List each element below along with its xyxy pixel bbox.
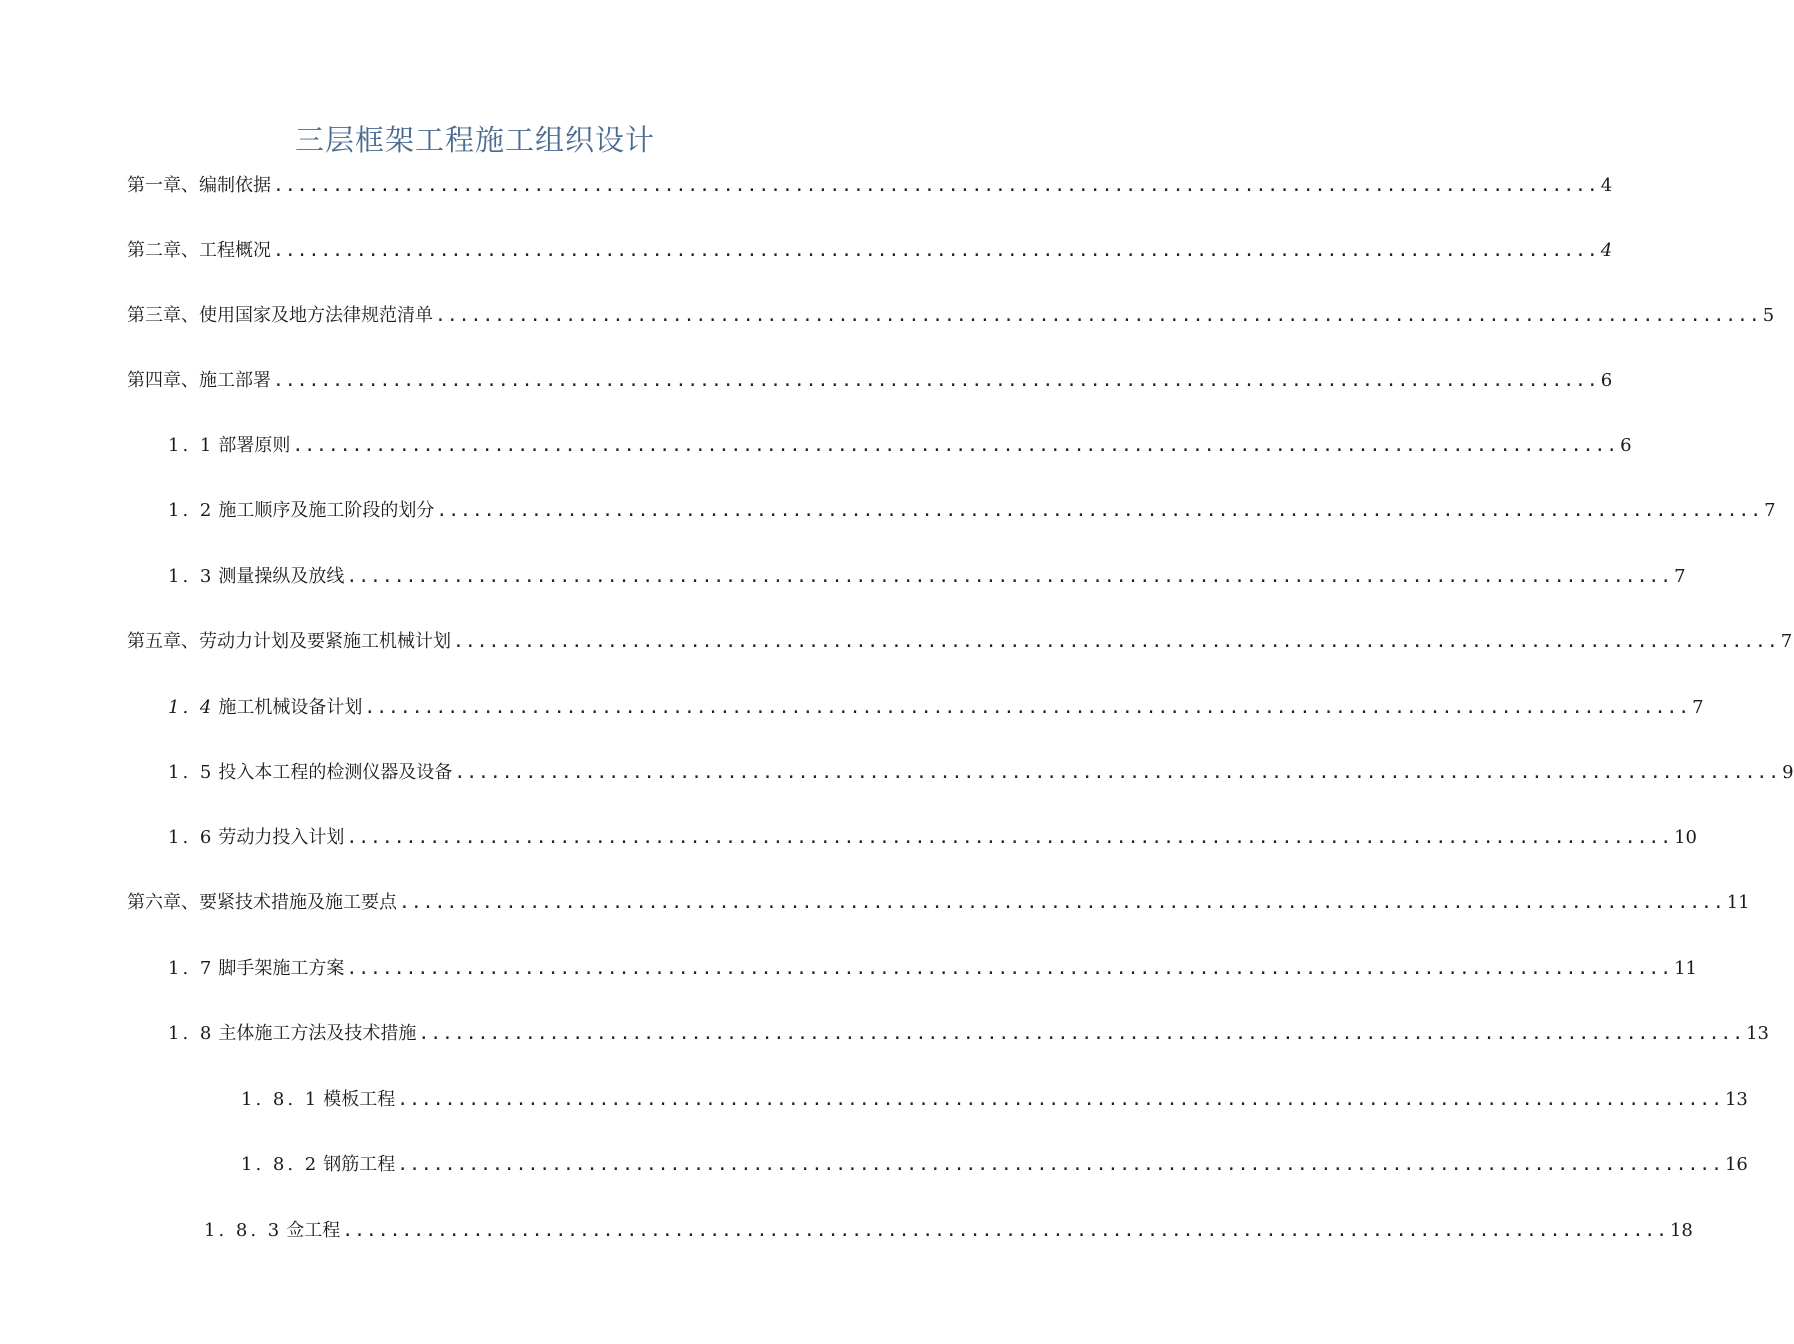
toc-entry[interactable] [204, 1218, 1693, 1244]
toc-text: 第一章、编制依据 [127, 175, 271, 196]
document-title: 三层框架工程施工组织设计 [294, 123, 655, 157]
toc-entry[interactable] [127, 303, 1775, 329]
toc-number: 1. 5 [168, 762, 215, 783]
toc-text: 投入本工程的检测仪器及设备 [218, 762, 453, 783]
toc-entry[interactable] [168, 825, 1697, 851]
toc-page: 7 [1780, 631, 1793, 652]
toc-entry[interactable] [168, 564, 1686, 590]
toc-entry[interactable] [127, 238, 1613, 264]
dot-leader: ................................................................................................................ [418, 1023, 1745, 1044]
toc-page: 13 [1746, 1023, 1769, 1044]
toc-text: 施工机械设备计划 [218, 697, 363, 718]
dot-leader: ................................................................................................................ [397, 1089, 1723, 1110]
toc-text: 第四章、施工部署 [127, 370, 271, 391]
dot-leader: ................................................................................................................ [292, 435, 1619, 456]
toc-text: 第五章、劳动力计划及要紧施工机械计划 [127, 631, 451, 652]
toc-text: 劳动力投入计划 [218, 827, 345, 848]
dot-leader: ................................................................................................................ [453, 631, 1779, 652]
dot-leader: ................................................................................................................ [342, 1220, 1668, 1241]
toc-number: 1. 8. 3 [204, 1220, 283, 1241]
toc-page: 7 [1764, 500, 1776, 521]
toc-number: 1. 8 [168, 1023, 215, 1044]
toc-entry[interactable] [168, 695, 1704, 721]
toc-page: 13 [1724, 1089, 1748, 1110]
toc-number: 1. 2 [168, 500, 215, 521]
toc-text: 佥工程 [286, 1220, 341, 1241]
dot-leader: ................................................................................................................ [397, 1154, 1723, 1175]
toc-number: 1. 6 [168, 827, 215, 848]
toc-entry[interactable] [127, 368, 1613, 394]
toc-entry[interactable] [127, 629, 1793, 655]
toc-text: 第六章、要紧技术措施及施工要点 [127, 892, 397, 913]
dot-leader: ................................................................................................................ [273, 240, 1599, 261]
toc-page: 16 [1724, 1154, 1748, 1175]
toc-entry[interactable] [168, 956, 1697, 982]
toc-text: 第三章、使用国家及地方法律规范清单 [127, 305, 433, 326]
toc-text: 部署原则 [218, 435, 291, 456]
toc-number: 1. 4 [168, 697, 215, 718]
toc-page: 11 [1674, 958, 1697, 979]
toc-page: 6 [1600, 370, 1613, 391]
toc-page: 4 [1600, 175, 1613, 196]
toc-entry[interactable] [168, 433, 1632, 459]
dot-leader: ................................................................................................................ [436, 500, 1763, 521]
toc-page: 6 [1620, 435, 1632, 456]
dot-leader: ................................................................................................................ [273, 175, 1599, 196]
toc-page: 5 [1762, 305, 1775, 326]
toc-entry[interactable] [127, 173, 1613, 199]
toc-page: 10 [1674, 827, 1697, 848]
toc-page: 9 [1782, 762, 1794, 783]
dot-leader: ................................................................................................................ [364, 697, 1691, 718]
toc-number: 1. 8. 1 [241, 1089, 320, 1110]
toc-page: 7 [1692, 697, 1704, 718]
toc-text: 模板工程 [323, 1089, 396, 1110]
toc-entry[interactable] [168, 1021, 1769, 1047]
toc-text: 测量操纵及放线 [218, 566, 345, 587]
toc-page: 11 [1726, 892, 1750, 913]
toc-entry[interactable] [168, 760, 1794, 786]
toc-page: 4 [1600, 240, 1613, 261]
toc-page: 18 [1669, 1220, 1693, 1241]
dot-leader: ................................................................................................................ [435, 305, 1761, 326]
toc-text: 第二章、工程概况 [127, 240, 271, 261]
dot-leader: ................................................................................................................ [346, 566, 1673, 587]
toc-text: 主体施工方法及技术措施 [218, 1023, 417, 1044]
toc-entry[interactable] [168, 498, 1776, 524]
toc-number: 1. 8. 2 [241, 1154, 320, 1175]
toc-number: 1. 7 [168, 958, 215, 979]
dot-leader: ................................................................................................................ [346, 958, 1673, 979]
toc-text: 钢筋工程 [323, 1154, 396, 1175]
dot-leader: ................................................................................................................ [399, 892, 1725, 913]
toc-text: 施工顺序及施工阶段的划分 [218, 500, 435, 521]
dot-leader: ................................................................................................................ [454, 762, 1781, 783]
toc-page: 7 [1674, 566, 1686, 587]
toc-entry[interactable] [241, 1087, 1748, 1113]
dot-leader: ................................................................................................................ [273, 370, 1599, 391]
toc-number: 1. 3 [168, 566, 215, 587]
toc-entry[interactable] [127, 890, 1750, 916]
toc-text: 脚手架施工方案 [218, 958, 345, 979]
toc-number: 1. 1 [168, 435, 215, 456]
dot-leader: ................................................................................................................ [346, 827, 1673, 848]
toc-entry[interactable] [241, 1152, 1748, 1178]
